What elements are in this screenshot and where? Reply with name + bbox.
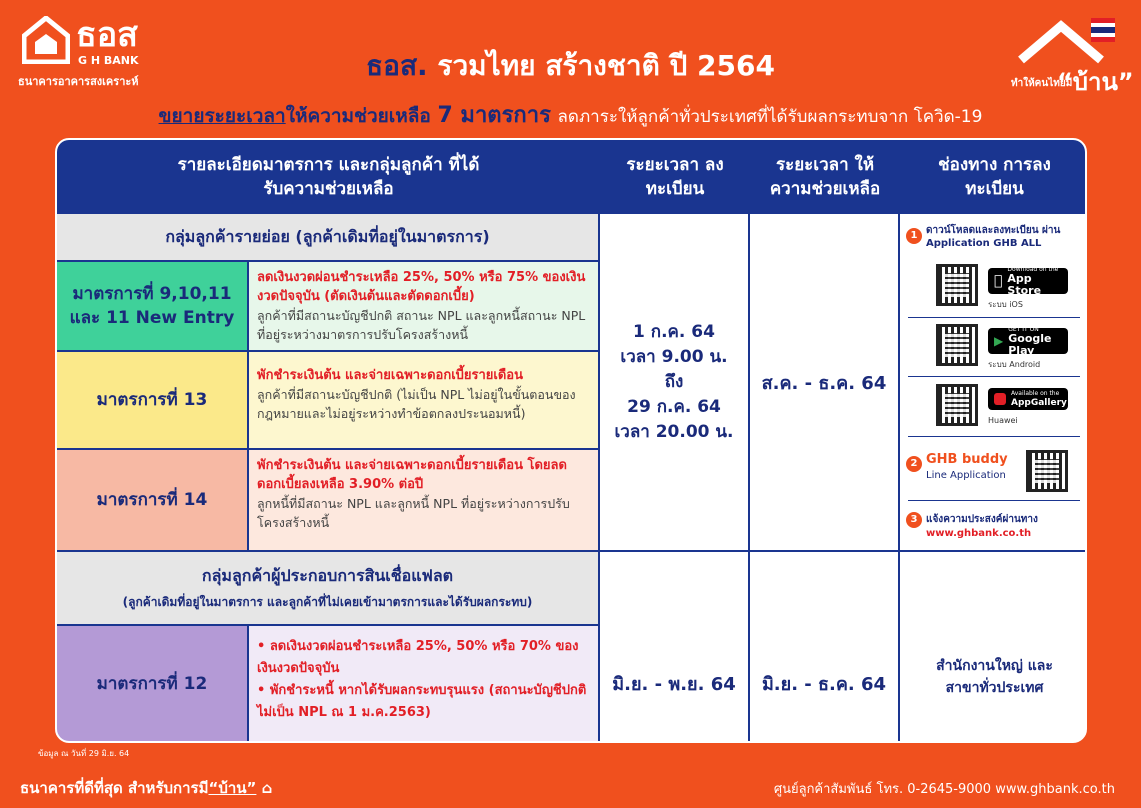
channel-3-text: แจ้งความประสงค์ผ่านทาง — [926, 514, 1038, 525]
reg-line-2: เวลา 9.00 น. — [620, 346, 728, 367]
app-store-button[interactable] — [988, 268, 1068, 294]
measure-9-10-11-desc — [249, 262, 598, 352]
group1-reg-period — [600, 214, 748, 552]
channel-3 — [906, 512, 922, 528]
gplay-big: Google Play — [1008, 331, 1052, 357]
group2-title-cell — [57, 552, 598, 626]
measure-14-eligibility: ลูกหนี้ที่มีสถานะ NPL และลูกหนี้ NPL ที่อยู่ระหว่างการปรับโครงสร้างหนี้ — [257, 496, 570, 530]
title-part1: ธอส. — [366, 49, 428, 82]
group2-subtitle: (ลูกค้าเดิมที่อยู่ในมาตรการ และลูกค้าที่ไม่เคยเข้ามาตรการและได้รับผลกระทบ) — [122, 595, 533, 609]
measure-9-10-11-benefit: ลดเงินงวดผ่อนชำระเหลือ 25%, 50% หรือ 75% ของเงินงวดปัจจุบัน (ตัดเงินต้นและตัดดอกเบี้ย) — [257, 270, 586, 304]
huawei-label: Huawei — [988, 416, 1018, 425]
measures-table — [55, 138, 1087, 743]
ghb-buddy-logo: GHB buddy — [926, 452, 1008, 467]
page-subtitle — [0, 97, 1141, 132]
huawei-big: AppGallery — [1011, 397, 1067, 408]
footer-slogan — [20, 776, 272, 800]
huawei-icon — [994, 393, 1006, 405]
buddy-line-text: Line Application — [926, 470, 1006, 481]
measure-12-desc — [249, 626, 598, 741]
appstore-big: App Store — [999, 277, 1061, 291]
measure-14-desc — [249, 450, 598, 552]
measure-12-bullet-1: • ลดเงินงวดผ่อนชำระเหลือ 25%, 50% หรือ 70% ของเงินงวดปัจจุบัน — [257, 639, 579, 676]
footer — [0, 760, 1141, 808]
channel-2-number: 2 — [906, 456, 922, 472]
reg-line-1: 1 ก.ค. 64 — [633, 321, 715, 342]
data-date-note: ข้อมูล ณ วันที่ 29 มิ.ย. 64 — [38, 749, 130, 758]
group2-help-period: มิ.ย. - ธ.ค. 64 — [761, 674, 887, 695]
separator — [908, 500, 1080, 501]
appstore-small: Download on the — [999, 271, 1050, 279]
footer-baan: “บ้าน” — [208, 779, 257, 797]
measure-12-name: มาตรการที่ 12 — [57, 626, 249, 741]
channel-1-number: 1 — [906, 228, 922, 244]
measure-13-eligibility: ลูกค้าที่มีสถานะบัญชีปกติ (ไม่เป็น NPL ไม่อยู่ในขั้นตอนของกฎหมายและไม่อยู่ระหว่างทำข้อตกลงประนอมหนี้) — [257, 387, 576, 421]
separator — [908, 436, 1080, 437]
qr-code-ios[interactable] — [936, 264, 978, 306]
subtitle-rest: ลดภาระให้ลูกค้าทั่วประเทศที่ได้รับผลกระทบจาก โควิด-19 — [557, 107, 983, 127]
ios-label: ระบบ iOS — [988, 300, 1023, 309]
group1-title: กลุ่มลูกค้ารายย่อย (ลูกค้าเดิมที่อยู่ในมาตรการ) — [57, 214, 598, 262]
logo-sub: G H BANK — [78, 54, 139, 67]
separator — [908, 376, 1080, 377]
campaign-slogan: ทำให้คนไทยมี — [1011, 78, 1073, 89]
channel-1 — [906, 224, 1086, 250]
page-title — [0, 44, 1141, 88]
qr-code-android[interactable] — [936, 324, 978, 366]
appgallery-button[interactable] — [988, 388, 1068, 410]
apple-icon — [994, 273, 1002, 289]
measure-14-name: มาตรการที่ 14 — [57, 450, 249, 552]
subtitle-underlined: ขยายระยะเวลา — [158, 105, 286, 127]
android-label: ระบบ Android — [988, 360, 1041, 369]
channels-cell — [900, 214, 1087, 552]
footer-contact: ศูนย์ลูกค้าสัมพันธ์ โทร. 0-2645-9000 www.ghbank.co.th — [773, 782, 1115, 797]
ghbank-link[interactable]: www.ghbank.co.th — [926, 528, 1032, 539]
qr-code-huawei[interactable] — [936, 384, 978, 426]
subtitle-big: 7 มาตรการ — [437, 103, 551, 128]
header-reg-period: ระยะเวลา ลงทะเบียน — [600, 140, 750, 214]
channel-3-number: 3 — [906, 512, 922, 528]
measure-9-10-11-name: มาตรการที่ 9,10,11 และ 11 New Entry — [57, 262, 249, 352]
reg-line-3: ถึง — [664, 371, 684, 392]
title-part2: รวมไทย สร้างชาติ ปี 2564 — [437, 49, 775, 82]
logo-full-name: ธนาคารอาคารสงเคราะห์ — [18, 75, 139, 88]
campaign-baan: “บ้าน” — [1057, 68, 1134, 96]
measure-13-name: มาตรการที่ 13 — [57, 352, 249, 450]
footer-slogan-text: ธนาคารที่ดีที่สุด สำหรับการมี — [20, 779, 209, 797]
gplay-small: GET IT ON — [1008, 325, 1039, 333]
measure-9-10-11-eligibility: ลูกค้าที่มีสถานะบัญชีปกติ สถานะ NPL และลูกหนี้สถานะ NPL ที่อยู่ระหว่างมาตรการปรับโครงสร้างหนี้ — [257, 308, 586, 342]
measure-13-benefit: พักชำระเงินต้น และจ่ายเฉพาะดอกเบี้ยรายเดือน — [257, 368, 523, 383]
qr-code-buddy[interactable] — [1026, 450, 1068, 492]
subtitle-mid: ให้ความช่วยเหลือ — [285, 105, 431, 127]
reg-line-5: เวลา 20.00 น. — [614, 421, 734, 442]
measure-14-benefit: พักชำระเงินต้น และจ่ายเฉพาะดอกเบี้ยรายเดือน โดยลดดอกเบี้ยลงเหลือ 3.90% ต่อปี — [257, 458, 567, 492]
measure-13-desc — [249, 352, 598, 450]
group1-help-period: ส.ค. - ธ.ค. 64 — [750, 214, 898, 552]
channel-1-text: ดาวน์โหลดและลงทะเบียน ผ่าน Application GHB ALL — [926, 225, 1061, 249]
group2-channel: สำนักงานใหญ่ และสาขาทั่วประเทศ — [936, 657, 1053, 696]
home-icon: ⌂ — [261, 779, 273, 797]
reg-line-4: 29 ก.ค. 64 — [627, 396, 721, 417]
campaign-logo — [1011, 12, 1134, 96]
measure-12-bullet-2: • พักชำระหนี้ หากได้รับผลกระทบรุนแรง (สถานะบัญชีปกติ ไม่เป็น NPL ณ 1 ม.ค.2563) — [257, 683, 587, 720]
header-help-period: ระยะเวลา ให้ความช่วยเหลือ — [750, 140, 900, 214]
play-icon: ▶ — [994, 334, 1004, 348]
google-play-button[interactable] — [988, 325, 1068, 357]
channel-2 — [906, 456, 922, 472]
group2-reg-period: มิ.ย. - พ.ย. 64 — [612, 674, 736, 695]
header-channels: ช่องทาง การลงทะเบียน — [900, 140, 1087, 214]
logo-name: ธอส — [76, 15, 138, 55]
header-details: รายละเอียดมาตรการ และกลุ่มลูกค้า ที่ได้รับความช่วยเหลือ — [57, 140, 600, 214]
huawei-small: Available on the — [1011, 389, 1060, 397]
separator — [908, 317, 1080, 318]
group2-title: กลุ่มลูกค้าผู้ประกอบการสินเชื่อแฟลต — [201, 566, 454, 585]
